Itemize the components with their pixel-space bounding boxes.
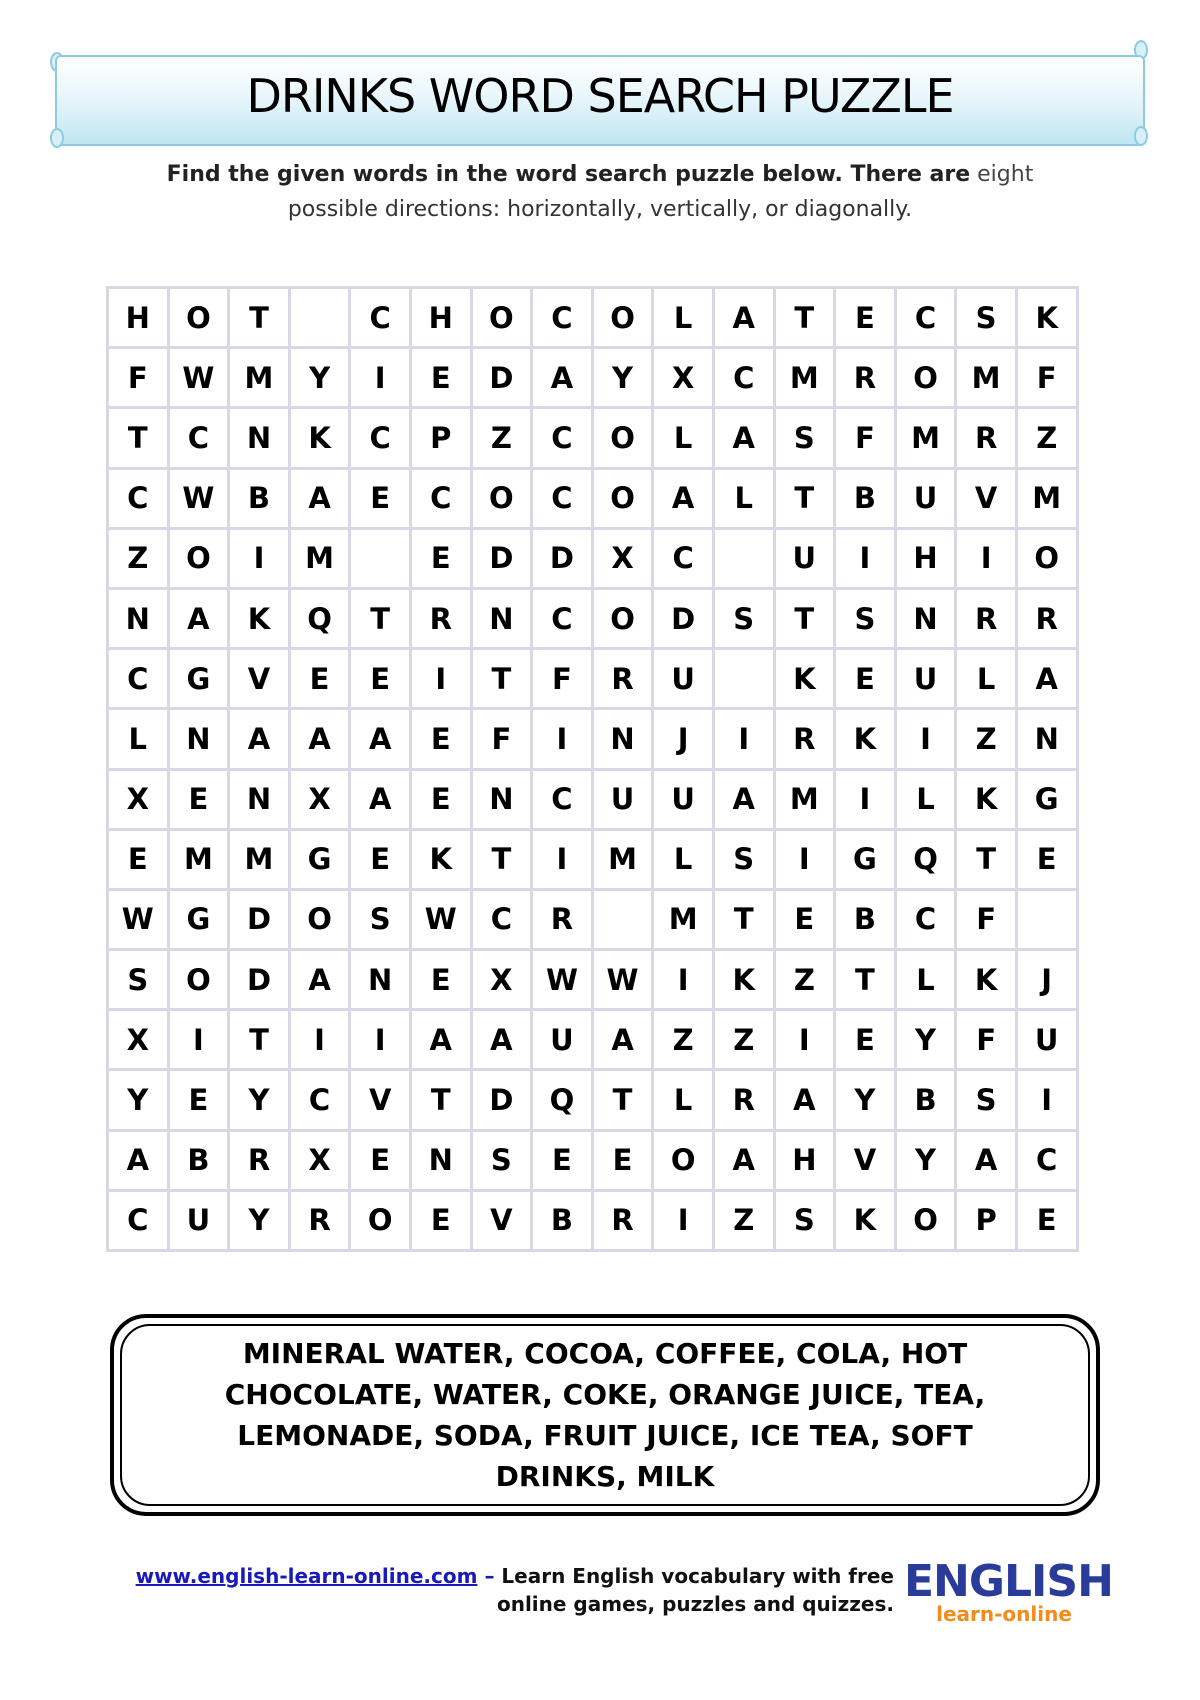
grid-cell[interactable]: E xyxy=(774,889,835,949)
grid-cell[interactable]: W xyxy=(592,950,653,1010)
grid-cell[interactable]: F xyxy=(956,889,1017,949)
grid-cell[interactable]: I xyxy=(289,1010,350,1070)
grid-cell[interactable]: O xyxy=(168,950,229,1010)
grid-cell[interactable]: B xyxy=(835,889,896,949)
grid-cell[interactable]: A xyxy=(713,769,774,829)
grid-cell[interactable]: I xyxy=(895,709,956,769)
grid-cell[interactable]: C xyxy=(108,1190,169,1250)
grid-cell[interactable]: N xyxy=(1016,709,1077,769)
grid-cell[interactable]: A xyxy=(956,1130,1017,1190)
grid-row xyxy=(108,1190,1078,1250)
footer-text-2: online games, puzzles and quizzes. xyxy=(496,1592,894,1616)
grid-cell[interactable]: A xyxy=(289,950,350,1010)
grid-cell[interactable]: U xyxy=(1016,1010,1077,1070)
grid-cell[interactable]: T xyxy=(774,468,835,528)
grid-cell[interactable]: M xyxy=(774,769,835,829)
grid-cell[interactable]: Y xyxy=(289,348,350,408)
grid-cell[interactable]: O xyxy=(592,288,653,348)
grid-cell[interactable]: N xyxy=(108,588,169,648)
grid-cell[interactable]: Y xyxy=(835,1070,896,1130)
page-title: DRINKS WORD SEARCH PUZZLE xyxy=(246,69,954,123)
grid-cell[interactable]: N xyxy=(471,769,532,829)
word-list-line: CHOCOLATE, WATER, COKE, ORANGE JUICE, TEA, xyxy=(224,1378,986,1411)
grid-cell[interactable]: A xyxy=(289,709,350,769)
grid-cell[interactable]: D xyxy=(471,1070,532,1130)
grid-cell[interactable]: W xyxy=(532,950,593,1010)
grid-cell[interactable]: T xyxy=(410,1070,471,1130)
grid-cell[interactable]: U xyxy=(532,1010,593,1070)
grid-cell[interactable]: M xyxy=(592,829,653,889)
grid-cell[interactable]: T xyxy=(229,1010,290,1070)
grid-cell[interactable]: M xyxy=(289,528,350,588)
grid-cell[interactable]: O xyxy=(895,348,956,408)
grid-cell[interactable]: L xyxy=(956,649,1017,709)
grid-cell[interactable]: I xyxy=(835,528,896,588)
grid-cell[interactable]: Y xyxy=(895,1010,956,1070)
grid-cell[interactable]: I xyxy=(168,1010,229,1070)
grid-cell[interactable]: E xyxy=(1016,1190,1077,1250)
grid-cell[interactable]: I xyxy=(1016,1070,1077,1130)
grid-cell[interactable]: C xyxy=(350,408,411,468)
grid-cell[interactable]: C xyxy=(289,1070,350,1130)
grid-cell[interactable]: B xyxy=(168,1130,229,1190)
grid-cell[interactable]: W xyxy=(108,889,169,949)
grid-cell[interactable]: N xyxy=(471,588,532,648)
grid-cell[interactable]: R xyxy=(774,709,835,769)
instructions xyxy=(120,157,1080,227)
grid-cell[interactable]: K xyxy=(229,588,290,648)
grid-cell[interactable]: X xyxy=(471,950,532,1010)
grid-cell[interactable]: T xyxy=(713,889,774,949)
grid-cell[interactable]: H xyxy=(895,528,956,588)
grid-cell[interactable]: X xyxy=(108,769,169,829)
grid-cell[interactable]: C xyxy=(108,649,169,709)
grid-cell[interactable] xyxy=(713,649,774,709)
grid-cell[interactable]: E xyxy=(835,649,896,709)
grid-cell[interactable]: N xyxy=(895,588,956,648)
word-list-line: DRINKS, MILK xyxy=(495,1460,715,1493)
grid-cell[interactable]: R xyxy=(1016,588,1077,648)
grid-cell[interactable]: Q xyxy=(289,588,350,648)
grid-cell[interactable]: S xyxy=(774,1190,835,1250)
grid-cell[interactable]: E xyxy=(410,950,471,1010)
grid-row xyxy=(108,889,1078,949)
instructions-line-2: possible directions: horizontally, vertically, or diagonally. xyxy=(287,197,913,222)
grid-cell[interactable]: X xyxy=(289,769,350,829)
grid-cell[interactable]: B xyxy=(895,1070,956,1130)
grid-cell[interactable]: L xyxy=(653,1070,714,1130)
grid-cell[interactable]: T xyxy=(108,408,169,468)
grid-cell[interactable]: I xyxy=(774,829,835,889)
grid-cell[interactable]: I xyxy=(532,829,593,889)
grid-cell[interactable]: H xyxy=(774,1130,835,1190)
grid-cell[interactable]: I xyxy=(835,769,896,829)
grid-cell[interactable]: L xyxy=(108,709,169,769)
grid-cell[interactable]: Y xyxy=(229,1070,290,1130)
grid-cell[interactable]: A xyxy=(108,1130,169,1190)
grid-cell[interactable]: E xyxy=(410,769,471,829)
grid-cell[interactable]: S xyxy=(774,408,835,468)
grid-cell[interactable]: K xyxy=(1016,288,1077,348)
grid-cell[interactable]: T xyxy=(774,288,835,348)
footer-dash: – xyxy=(484,1564,495,1588)
grid-cell[interactable]: I xyxy=(350,1010,411,1070)
grid-cell[interactable]: L xyxy=(713,468,774,528)
grid-cell[interactable]: A xyxy=(1016,649,1077,709)
grid-cell[interactable]: D xyxy=(471,528,532,588)
grid-cell[interactable]: A xyxy=(653,468,714,528)
grid-cell[interactable]: A xyxy=(229,709,290,769)
word-list-line: LEMONADE, SODA, FRUIT JUICE, ICE TEA, SOFT xyxy=(237,1419,973,1452)
grid-cell[interactable]: K xyxy=(713,950,774,1010)
grid-cell[interactable]: R xyxy=(410,588,471,648)
grid-cell[interactable]: E xyxy=(168,1070,229,1130)
grid-cell[interactable]: T xyxy=(592,1070,653,1130)
grid-cell[interactable]: U xyxy=(895,468,956,528)
grid-cell[interactable]: K xyxy=(410,829,471,889)
grid-cell[interactable]: B xyxy=(532,1190,593,1250)
scroll-curl-bottom-right xyxy=(1134,126,1148,146)
grid-cell[interactable]: T xyxy=(835,950,896,1010)
grid-cell[interactable]: C xyxy=(350,288,411,348)
grid-cell[interactable]: F xyxy=(956,1010,1017,1070)
grid-cell[interactable]: E xyxy=(350,468,411,528)
grid-cell[interactable]: X xyxy=(289,1130,350,1190)
grid-cell[interactable]: V xyxy=(350,1070,411,1130)
english-learn-online-logo xyxy=(904,1556,1113,1626)
grid-cell[interactable]: R xyxy=(592,649,653,709)
grid-cell[interactable]: D xyxy=(532,528,593,588)
grid-cell[interactable]: G xyxy=(835,829,896,889)
grid-row xyxy=(108,1010,1078,1070)
instructions-text-1: Find the given words in the word search puzzle below. There are xyxy=(166,162,971,187)
grid-cell[interactable]: L xyxy=(653,288,714,348)
grid-cell[interactable]: R xyxy=(835,348,896,408)
grid-cell[interactable]: M xyxy=(653,889,714,949)
grid-cell[interactable]: C xyxy=(471,889,532,949)
grid-cell[interactable]: O xyxy=(168,288,229,348)
grid-cell[interactable]: M xyxy=(229,348,290,408)
grid-cell[interactable]: E xyxy=(350,1130,411,1190)
grid-cell[interactable]: E xyxy=(108,829,169,889)
grid-cell[interactable]: M xyxy=(895,408,956,468)
grid-cell[interactable]: R xyxy=(956,408,1017,468)
grid-row xyxy=(108,709,1078,769)
grid-cell[interactable]: D xyxy=(229,889,290,949)
grid-cell[interactable]: Y xyxy=(592,348,653,408)
instructions-count-word: eight xyxy=(977,162,1034,187)
grid-cell[interactable]: L xyxy=(895,950,956,1010)
grid-cell[interactable]: A xyxy=(410,1010,471,1070)
grid-cell[interactable]: F xyxy=(108,348,169,408)
grid-cell[interactable]: C xyxy=(653,528,714,588)
grid-cell[interactable]: S xyxy=(835,588,896,648)
footer-line-1 xyxy=(114,1562,894,1590)
grid-cell[interactable]: U xyxy=(653,769,714,829)
grid-cell[interactable]: H xyxy=(410,288,471,348)
grid-cell[interactable]: S xyxy=(956,288,1017,348)
grid-cell[interactable]: X xyxy=(592,528,653,588)
grid-cell[interactable]: C xyxy=(532,288,593,348)
grid-cell[interactable]: F xyxy=(835,408,896,468)
grid-cell[interactable]: T xyxy=(471,829,532,889)
grid-row xyxy=(108,769,1078,829)
grid-cell[interactable]: N xyxy=(350,950,411,1010)
grid-cell[interactable]: A xyxy=(713,1130,774,1190)
grid-cell[interactable]: A xyxy=(471,1010,532,1070)
grid-cell[interactable]: K xyxy=(835,1190,896,1250)
grid-cell[interactable]: R xyxy=(229,1130,290,1190)
grid-cell[interactable]: C xyxy=(532,588,593,648)
grid-cell[interactable]: A xyxy=(350,709,411,769)
grid-cell[interactable]: U xyxy=(592,769,653,829)
grid-row xyxy=(108,950,1078,1010)
grid-row xyxy=(108,649,1078,709)
grid-cell[interactable]: F xyxy=(532,649,593,709)
grid-cell[interactable]: C xyxy=(1016,1130,1077,1190)
grid-cell[interactable]: G xyxy=(1016,769,1077,829)
grid-cell[interactable]: A xyxy=(350,769,411,829)
grid-cell[interactable]: O xyxy=(471,468,532,528)
grid-cell[interactable]: R xyxy=(713,1070,774,1130)
grid-cell[interactable]: G xyxy=(289,829,350,889)
grid-cell[interactable]: C xyxy=(532,769,593,829)
footer-text-1: Learn English vocabulary with free xyxy=(501,1564,894,1588)
grid-cell[interactable]: O xyxy=(471,288,532,348)
grid-cell[interactable] xyxy=(713,528,774,588)
grid-cell[interactable]: A xyxy=(289,468,350,528)
word-search-grid xyxy=(106,286,1079,1252)
grid-cell[interactable]: E xyxy=(592,1130,653,1190)
grid-cell[interactable]: O xyxy=(592,408,653,468)
site-link[interactable]: www.english-learn-online.com xyxy=(135,1564,478,1588)
footer xyxy=(114,1562,894,1618)
grid-cell[interactable]: F xyxy=(471,709,532,769)
grid-cell[interactable]: Y xyxy=(108,1070,169,1130)
grid-cell[interactable]: K xyxy=(289,408,350,468)
grid-cell[interactable]: I xyxy=(653,1190,714,1250)
grid-cell[interactable]: V xyxy=(835,1130,896,1190)
grid-row xyxy=(108,528,1078,588)
grid-cell[interactable]: R xyxy=(592,1190,653,1250)
grid-cell[interactable]: D xyxy=(653,588,714,648)
grid-row xyxy=(108,829,1078,889)
grid-cell[interactable]: E xyxy=(410,348,471,408)
grid-cell[interactable]: O xyxy=(289,889,350,949)
grid-cell[interactable]: M xyxy=(956,348,1017,408)
grid-cell[interactable]: Z xyxy=(653,1010,714,1070)
grid-cell[interactable]: R xyxy=(532,889,593,949)
grid-cell[interactable]: D xyxy=(471,348,532,408)
grid-cell[interactable]: U xyxy=(168,1190,229,1250)
grid-cell[interactable]: K xyxy=(956,769,1017,829)
grid-cell[interactable]: N xyxy=(592,709,653,769)
grid-cell[interactable]: Y xyxy=(895,1130,956,1190)
grid-cell[interactable]: E xyxy=(410,1190,471,1250)
grid-cell[interactable]: M xyxy=(168,829,229,889)
grid-row xyxy=(108,348,1078,408)
grid-cell[interactable]: G xyxy=(168,889,229,949)
grid-cell[interactable]: B xyxy=(835,468,896,528)
grid-cell[interactable]: C xyxy=(410,468,471,528)
grid-cell[interactable]: E xyxy=(168,769,229,829)
grid-cell[interactable]: R xyxy=(956,588,1017,648)
grid-cell[interactable]: S xyxy=(713,829,774,889)
grid-cell[interactable] xyxy=(592,889,653,949)
grid-cell[interactable]: W xyxy=(168,348,229,408)
grid-cell[interactable]: E xyxy=(835,288,896,348)
grid-cell[interactable]: S xyxy=(108,950,169,1010)
grid-cell[interactable]: E xyxy=(350,829,411,889)
grid-cell[interactable]: Z xyxy=(774,950,835,1010)
grid-cell[interactable]: E xyxy=(350,649,411,709)
grid-cell[interactable]: N xyxy=(229,769,290,829)
grid-cell[interactable]: L xyxy=(895,769,956,829)
grid-cell[interactable]: L xyxy=(653,829,714,889)
grid-cell[interactable]: A xyxy=(592,1010,653,1070)
grid-cell[interactable]: F xyxy=(1016,348,1077,408)
grid-cell[interactable]: H xyxy=(108,288,169,348)
grid-cell[interactable]: J xyxy=(1016,950,1077,1010)
grid-cell[interactable]: I xyxy=(653,950,714,1010)
grid-cell[interactable]: W xyxy=(410,889,471,949)
grid-cell[interactable] xyxy=(350,528,411,588)
grid-cell[interactable]: D xyxy=(229,950,290,1010)
grid-cell[interactable]: P xyxy=(410,408,471,468)
grid-cell[interactable]: P xyxy=(956,1190,1017,1250)
grid-cell[interactable]: A xyxy=(774,1070,835,1130)
grid-cell[interactable]: K xyxy=(774,649,835,709)
grid-cell[interactable]: I xyxy=(713,709,774,769)
grid-cell[interactable]: U xyxy=(653,649,714,709)
grid-cell[interactable]: I xyxy=(956,528,1017,588)
grid-cell[interactable]: C xyxy=(108,468,169,528)
grid-row xyxy=(108,468,1078,528)
grid-cell[interactable]: S xyxy=(350,889,411,949)
grid-cell[interactable]: G xyxy=(168,649,229,709)
grid-cell[interactable]: Z xyxy=(1016,408,1077,468)
grid-cell[interactable]: K xyxy=(956,950,1017,1010)
grid-cell[interactable]: E xyxy=(410,528,471,588)
grid-cell[interactable] xyxy=(1016,889,1077,949)
grid-row xyxy=(108,1130,1078,1190)
grid-cell[interactable]: T xyxy=(350,588,411,648)
grid-cell[interactable]: V xyxy=(956,468,1017,528)
grid-cell[interactable]: C xyxy=(532,468,593,528)
grid-cell[interactable]: K xyxy=(835,709,896,769)
grid-cell[interactable]: S xyxy=(956,1070,1017,1130)
grid-cell[interactable]: W xyxy=(168,468,229,528)
grid-cell[interactable]: X xyxy=(108,1010,169,1070)
grid-cell[interactable]: C xyxy=(713,348,774,408)
grid-cell[interactable]: Z xyxy=(713,1190,774,1250)
grid-cell[interactable]: N xyxy=(168,709,229,769)
word-list-box xyxy=(110,1314,1100,1516)
grid-cell[interactable]: O xyxy=(653,1130,714,1190)
grid-cell[interactable]: M xyxy=(1016,468,1077,528)
grid-cell[interactable]: J xyxy=(653,709,714,769)
grid-cell[interactable]: O xyxy=(1016,528,1077,588)
grid-cell[interactable]: O xyxy=(168,528,229,588)
grid-cell[interactable]: O xyxy=(592,588,653,648)
grid-cell[interactable]: R xyxy=(289,1190,350,1250)
grid-cell[interactable]: I xyxy=(229,528,290,588)
grid-cell[interactable]: A xyxy=(168,588,229,648)
grid-cell[interactable]: M xyxy=(229,829,290,889)
grid-cell[interactable]: T xyxy=(774,588,835,648)
grid-cell[interactable]: I xyxy=(532,709,593,769)
grid-cell[interactable]: C xyxy=(895,288,956,348)
grid-cell[interactable]: X xyxy=(653,348,714,408)
grid-cell[interactable]: A xyxy=(713,408,774,468)
instructions-line-1 xyxy=(120,157,1080,192)
grid-cell[interactable]: E xyxy=(289,649,350,709)
grid-cell[interactable]: Z xyxy=(956,709,1017,769)
grid-cell[interactable]: B xyxy=(229,468,290,528)
grid-cell[interactable]: M xyxy=(774,348,835,408)
logo-sub-text: learn-online xyxy=(936,1602,1072,1626)
grid-cell[interactable]: Q xyxy=(532,1070,593,1130)
grid-cell[interactable]: L xyxy=(653,408,714,468)
logo-main-text: ENGLISH xyxy=(904,1556,1113,1607)
grid-cell[interactable]: E xyxy=(410,709,471,769)
grid-row xyxy=(108,1070,1078,1130)
grid-cell[interactable]: N xyxy=(410,1130,471,1190)
grid-cell[interactable]: E xyxy=(1016,829,1077,889)
grid-cell[interactable]: V xyxy=(229,649,290,709)
grid-cell[interactable]: C xyxy=(532,408,593,468)
grid-cell[interactable]: T xyxy=(471,649,532,709)
grid-cell[interactable]: Z xyxy=(108,528,169,588)
scroll-curl-bottom-left xyxy=(50,128,64,148)
grid-cell[interactable]: O xyxy=(350,1190,411,1250)
word-list xyxy=(225,1333,985,1497)
grid-cell[interactable]: E xyxy=(835,1010,896,1070)
grid-cell[interactable]: I xyxy=(410,649,471,709)
grid-cell[interactable]: E xyxy=(532,1130,593,1190)
grid-cell[interactable] xyxy=(289,288,350,348)
grid-row xyxy=(108,588,1078,648)
grid-row xyxy=(108,408,1078,468)
grid-cell[interactable]: I xyxy=(350,348,411,408)
grid-cell[interactable]: C xyxy=(895,889,956,949)
grid-cell[interactable]: N xyxy=(229,408,290,468)
word-list-box-inner xyxy=(120,1324,1090,1506)
grid-cell[interactable]: U xyxy=(774,528,835,588)
grid-cell[interactable]: S xyxy=(713,588,774,648)
grid-cell[interactable]: C xyxy=(168,408,229,468)
grid-cell[interactable]: Z xyxy=(471,408,532,468)
grid-cell[interactable]: A xyxy=(713,288,774,348)
title-banner xyxy=(55,55,1145,146)
word-list-line: MINERAL WATER, COCOA, COFFEE, COLA, HOT xyxy=(242,1337,968,1370)
grid-cell[interactable]: Z xyxy=(713,1010,774,1070)
grid-cell[interactable]: I xyxy=(774,1010,835,1070)
grid-cell[interactable]: Q xyxy=(895,829,956,889)
grid-cell[interactable]: V xyxy=(471,1190,532,1250)
grid-cell[interactable]: O xyxy=(895,1190,956,1250)
grid-cell[interactable]: T xyxy=(229,288,290,348)
grid-cell[interactable]: A xyxy=(532,348,593,408)
grid-cell[interactable]: Y xyxy=(229,1190,290,1250)
grid-cell[interactable]: S xyxy=(471,1130,532,1190)
grid-row xyxy=(108,288,1078,348)
grid-cell[interactable]: T xyxy=(956,829,1017,889)
grid-cell[interactable]: O xyxy=(592,468,653,528)
grid-cell[interactable]: U xyxy=(895,649,956,709)
